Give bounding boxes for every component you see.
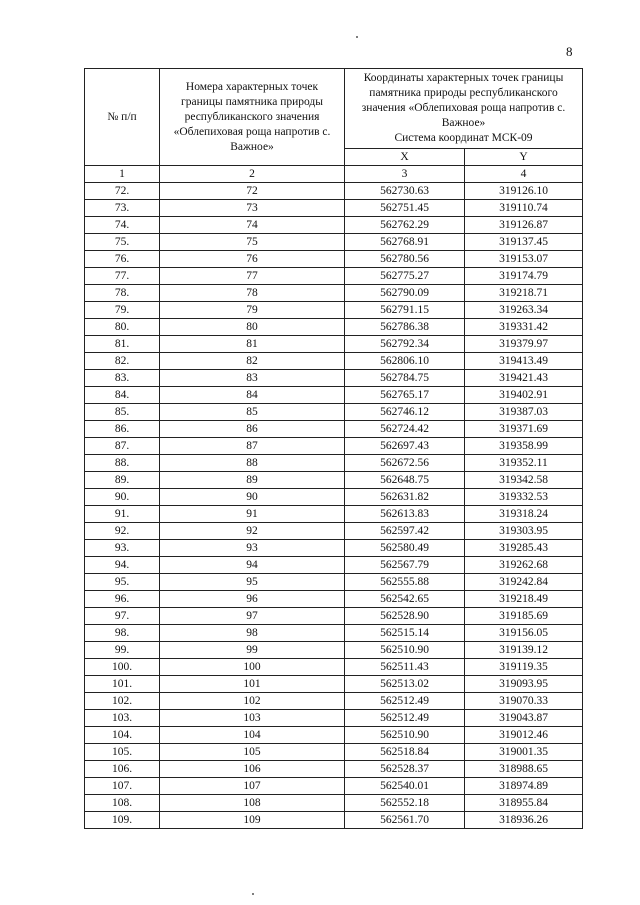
- point-number-cell: 99: [160, 642, 345, 659]
- y-coordinate-cell: 319001.35: [465, 744, 583, 761]
- table-row: [85, 455, 583, 472]
- row-number-cell: 103.: [85, 710, 160, 727]
- point-number-cell: 90: [160, 489, 345, 506]
- point-number-cell: 109: [160, 812, 345, 829]
- row-number-cell: 93.: [85, 540, 160, 557]
- row-number-cell: 83.: [85, 370, 160, 387]
- row-number-cell: 84.: [85, 387, 160, 404]
- table-row: [85, 659, 583, 676]
- x-coordinate-cell: 562746.12: [345, 404, 465, 421]
- point-number-cell: 80: [160, 319, 345, 336]
- row-number-cell: 100.: [85, 659, 160, 676]
- x-coordinate-cell: 562561.70: [345, 812, 465, 829]
- x-coordinate-cell: 562784.75: [345, 370, 465, 387]
- y-coordinate-cell: 319331.42: [465, 319, 583, 336]
- header-coordinate-system: Система координат МСК-09: [394, 132, 533, 144]
- x-coordinate-cell: 562567.79: [345, 557, 465, 574]
- table-row: [85, 285, 583, 302]
- point-number-cell: 100: [160, 659, 345, 676]
- x-coordinate-cell: 562528.37: [345, 761, 465, 778]
- y-coordinate-cell: 319402.91: [465, 387, 583, 404]
- row-number-cell: 88.: [85, 455, 160, 472]
- x-coordinate-cell: 562751.45: [345, 200, 465, 217]
- row-number-cell: 106.: [85, 761, 160, 778]
- index-cell: 3: [345, 166, 465, 183]
- row-number-cell: 85.: [85, 404, 160, 421]
- y-coordinate-cell: 319332.53: [465, 489, 583, 506]
- page-number: 8: [566, 44, 573, 59]
- y-coordinate-cell: 319174.79: [465, 268, 583, 285]
- table-row: [85, 744, 583, 761]
- row-number-cell: 104.: [85, 727, 160, 744]
- table-row: [85, 710, 583, 727]
- row-number-cell: 89.: [85, 472, 160, 489]
- point-number-cell: 89: [160, 472, 345, 489]
- row-number-cell: 82.: [85, 353, 160, 370]
- point-number-cell: 92: [160, 523, 345, 540]
- table-row: [85, 472, 583, 489]
- row-number-cell: 101.: [85, 676, 160, 693]
- row-number-cell: 102.: [85, 693, 160, 710]
- row-number-cell: 86.: [85, 421, 160, 438]
- header-row: [85, 69, 583, 149]
- y-coordinate-cell: 319242.84: [465, 574, 583, 591]
- point-number-cell: 81: [160, 336, 345, 353]
- x-coordinate-cell: 562786.38: [345, 319, 465, 336]
- table-row: [85, 200, 583, 217]
- point-number-cell: 91: [160, 506, 345, 523]
- x-coordinate-cell: 562510.90: [345, 642, 465, 659]
- point-number-cell: 98: [160, 625, 345, 642]
- point-number-cell: 82: [160, 353, 345, 370]
- table-row: [85, 574, 583, 591]
- x-coordinate-cell: 562513.02: [345, 676, 465, 693]
- row-number-cell: 90.: [85, 489, 160, 506]
- x-coordinate-cell: 562790.09: [345, 285, 465, 302]
- table-row: [85, 557, 583, 574]
- row-number-cell: 77.: [85, 268, 160, 285]
- table-row: [85, 319, 583, 336]
- table-row: [85, 217, 583, 234]
- x-coordinate-cell: 562768.91: [345, 234, 465, 251]
- y-coordinate-cell: 319043.87: [465, 710, 583, 727]
- y-coordinate-cell: 318936.26: [465, 812, 583, 829]
- header-x: X: [345, 149, 465, 166]
- x-coordinate-cell: 562775.27: [345, 268, 465, 285]
- point-number-cell: 104: [160, 727, 345, 744]
- y-coordinate-cell: 318988.65: [465, 761, 583, 778]
- row-number-cell: 109.: [85, 812, 160, 829]
- x-coordinate-cell: 562511.43: [345, 659, 465, 676]
- y-coordinate-cell: 319139.12: [465, 642, 583, 659]
- point-number-cell: 72: [160, 183, 345, 200]
- header-y: Y: [465, 149, 583, 166]
- row-number-cell: 105.: [85, 744, 160, 761]
- y-coordinate-cell: 319379.97: [465, 336, 583, 353]
- table-row: [85, 268, 583, 285]
- y-coordinate-cell: 319119.35: [465, 659, 583, 676]
- point-number-cell: 76: [160, 251, 345, 268]
- index-row: [85, 166, 583, 183]
- table-row: [85, 812, 583, 829]
- table-row: [85, 727, 583, 744]
- x-coordinate-cell: 562540.01: [345, 778, 465, 795]
- point-number-cell: 106: [160, 761, 345, 778]
- table-row: [85, 608, 583, 625]
- y-coordinate-cell: 319126.10: [465, 183, 583, 200]
- point-number-cell: 75: [160, 234, 345, 251]
- x-coordinate-cell: 562512.49: [345, 693, 465, 710]
- table-row: [85, 421, 583, 438]
- row-number-cell: 79.: [85, 302, 160, 319]
- row-number-cell: 72.: [85, 183, 160, 200]
- y-coordinate-cell: 319218.49: [465, 591, 583, 608]
- table-row: [85, 489, 583, 506]
- table-row: [85, 387, 583, 404]
- scan-speck: [252, 893, 254, 895]
- y-coordinate-cell: 319303.95: [465, 523, 583, 540]
- x-coordinate-cell: 562697.43: [345, 438, 465, 455]
- point-number-cell: 94: [160, 557, 345, 574]
- point-number-cell: 96: [160, 591, 345, 608]
- row-number-cell: 80.: [85, 319, 160, 336]
- x-coordinate-cell: 562542.65: [345, 591, 465, 608]
- table-row: [85, 676, 583, 693]
- row-number-cell: 92.: [85, 523, 160, 540]
- row-number-cell: 78.: [85, 285, 160, 302]
- y-coordinate-cell: 319110.74: [465, 200, 583, 217]
- row-number-cell: 74.: [85, 217, 160, 234]
- x-coordinate-cell: 562528.90: [345, 608, 465, 625]
- y-coordinate-cell: 319156.05: [465, 625, 583, 642]
- row-number-cell: 98.: [85, 625, 160, 642]
- y-coordinate-cell: 319342.58: [465, 472, 583, 489]
- row-number-cell: 81.: [85, 336, 160, 353]
- row-number-cell: 75.: [85, 234, 160, 251]
- x-coordinate-cell: 562510.90: [345, 727, 465, 744]
- point-number-cell: 87: [160, 438, 345, 455]
- x-coordinate-cell: 562552.18: [345, 795, 465, 812]
- y-coordinate-cell: 319262.68: [465, 557, 583, 574]
- table-row: [85, 506, 583, 523]
- point-number-cell: 93: [160, 540, 345, 557]
- point-number-cell: 102: [160, 693, 345, 710]
- y-coordinate-cell: 319285.43: [465, 540, 583, 557]
- table-row: [85, 438, 583, 455]
- table-row: [85, 183, 583, 200]
- point-number-cell: 77: [160, 268, 345, 285]
- x-coordinate-cell: 562555.88: [345, 574, 465, 591]
- x-coordinate-cell: 562806.10: [345, 353, 465, 370]
- y-coordinate-cell: 319070.33: [465, 693, 583, 710]
- table-row: [85, 591, 583, 608]
- table-row: [85, 693, 583, 710]
- scan-speck: [356, 36, 358, 38]
- point-number-cell: 74: [160, 217, 345, 234]
- x-coordinate-cell: 562648.75: [345, 472, 465, 489]
- table-row: [85, 523, 583, 540]
- row-number-cell: 97.: [85, 608, 160, 625]
- y-coordinate-cell: 319352.11: [465, 455, 583, 472]
- table-row: [85, 302, 583, 319]
- table-row: [85, 642, 583, 659]
- x-coordinate-cell: 562631.82: [345, 489, 465, 506]
- row-number-cell: 107.: [85, 778, 160, 795]
- row-number-cell: 91.: [85, 506, 160, 523]
- table-row: [85, 370, 583, 387]
- y-coordinate-cell: 319387.03: [465, 404, 583, 421]
- y-coordinate-cell: 319421.43: [465, 370, 583, 387]
- y-coordinate-cell: 319126.87: [465, 217, 583, 234]
- x-coordinate-cell: 562597.42: [345, 523, 465, 540]
- table-row: [85, 353, 583, 370]
- point-number-cell: 73: [160, 200, 345, 217]
- row-number-cell: 95.: [85, 574, 160, 591]
- x-coordinate-cell: 562512.49: [345, 710, 465, 727]
- x-coordinate-cell: 562792.34: [345, 336, 465, 353]
- x-coordinate-cell: 562580.49: [345, 540, 465, 557]
- x-coordinate-cell: 562518.84: [345, 744, 465, 761]
- x-coordinate-cell: 562724.42: [345, 421, 465, 438]
- y-coordinate-cell: 318955.84: [465, 795, 583, 812]
- y-coordinate-cell: 319218.71: [465, 285, 583, 302]
- index-cell: 4: [465, 166, 583, 183]
- y-coordinate-cell: 319358.99: [465, 438, 583, 455]
- table-row: [85, 540, 583, 557]
- y-coordinate-cell: 319185.69: [465, 608, 583, 625]
- table-row: [85, 336, 583, 353]
- point-number-cell: 86: [160, 421, 345, 438]
- row-number-cell: 108.: [85, 795, 160, 812]
- y-coordinate-cell: 319371.69: [465, 421, 583, 438]
- y-coordinate-cell: 319012.46: [465, 727, 583, 744]
- point-number-cell: 84: [160, 387, 345, 404]
- point-number-cell: 79: [160, 302, 345, 319]
- row-number-cell: 76.: [85, 251, 160, 268]
- y-coordinate-cell: 319413.49: [465, 353, 583, 370]
- x-coordinate-cell: 562730.63: [345, 183, 465, 200]
- table-row: [85, 778, 583, 795]
- table-row: [85, 625, 583, 642]
- header-points: Номера характерных точек границы памятника природы республиканского значения «Облепиховая роща напротив с. Важное»: [160, 69, 345, 166]
- coordinates-table: [84, 68, 583, 829]
- table-row: [85, 251, 583, 268]
- index-cell: 2: [160, 166, 345, 183]
- y-coordinate-cell: 319137.45: [465, 234, 583, 251]
- point-number-cell: 103: [160, 710, 345, 727]
- point-number-cell: 85: [160, 404, 345, 421]
- x-coordinate-cell: 562672.56: [345, 455, 465, 472]
- y-coordinate-cell: 319093.95: [465, 676, 583, 693]
- row-number-cell: 87.: [85, 438, 160, 455]
- y-coordinate-cell: 319153.07: [465, 251, 583, 268]
- point-number-cell: 95: [160, 574, 345, 591]
- header-coordinates: [345, 69, 583, 149]
- x-coordinate-cell: 562515.14: [345, 625, 465, 642]
- point-number-cell: 83: [160, 370, 345, 387]
- row-number-cell: 94.: [85, 557, 160, 574]
- y-coordinate-cell: 319318.24: [465, 506, 583, 523]
- point-number-cell: 101: [160, 676, 345, 693]
- x-coordinate-cell: 562613.83: [345, 506, 465, 523]
- point-number-cell: 78: [160, 285, 345, 302]
- point-number-cell: 97: [160, 608, 345, 625]
- y-coordinate-cell: 318974.89: [465, 778, 583, 795]
- y-coordinate-cell: 319263.34: [465, 302, 583, 319]
- x-coordinate-cell: 562765.17: [345, 387, 465, 404]
- table-row: [85, 795, 583, 812]
- x-coordinate-cell: 562762.29: [345, 217, 465, 234]
- table-row: [85, 761, 583, 778]
- row-number-cell: 96.: [85, 591, 160, 608]
- x-coordinate-cell: 562780.56: [345, 251, 465, 268]
- header-coordinates-title: Координаты характерных точек границы памятника природы республиканского значения «Облепиховая роща напротив с. Важное»: [361, 72, 566, 129]
- point-number-cell: 108: [160, 795, 345, 812]
- point-number-cell: 105: [160, 744, 345, 761]
- table-row: [85, 404, 583, 421]
- x-coordinate-cell: 562791.15: [345, 302, 465, 319]
- point-number-cell: 88: [160, 455, 345, 472]
- header-number: № п/п: [85, 69, 160, 166]
- table-row: [85, 234, 583, 251]
- point-number-cell: 107: [160, 778, 345, 795]
- row-number-cell: 73.: [85, 200, 160, 217]
- index-cell: 1: [85, 166, 160, 183]
- row-number-cell: 99.: [85, 642, 160, 659]
